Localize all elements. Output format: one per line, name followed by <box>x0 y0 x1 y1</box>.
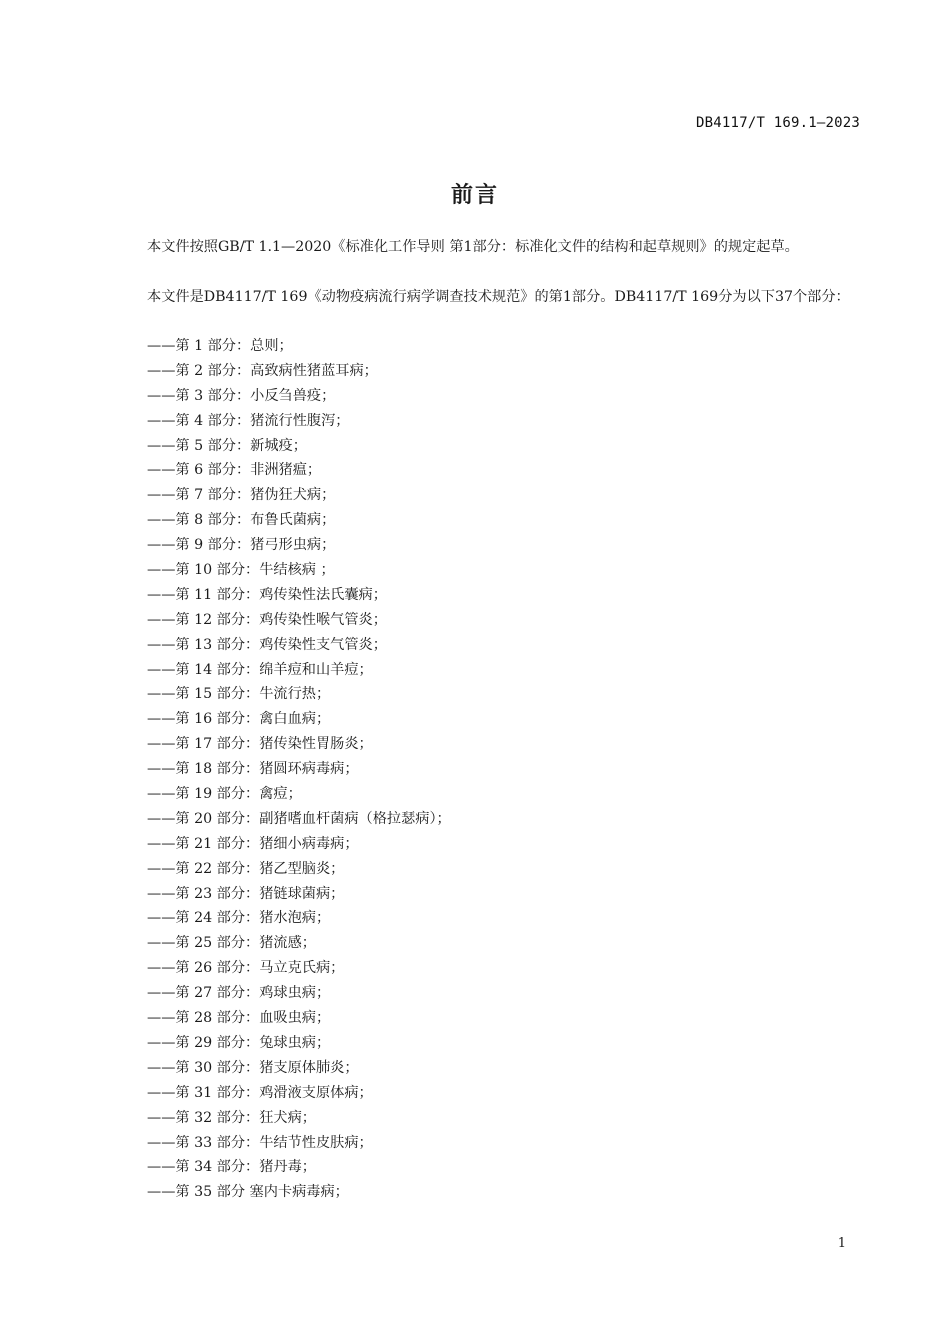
list-item: ——第 15 部分：牛流行热； <box>147 686 331 703</box>
list-item: ——第 17 部分：猪传染性胃肠炎； <box>147 736 373 753</box>
list-item: ——第 29 部分：兔球虫病； <box>147 1034 331 1051</box>
list-item: ——第 4 部分：猪流行性腹泻； <box>147 412 350 429</box>
list-item: ——第 6 部分：非洲猪瘟； <box>147 462 322 479</box>
list-item: ——第 8 部分：布鲁氏菌病； <box>147 512 336 529</box>
list-item: ——第 25 部分：猪流感； <box>147 935 316 952</box>
list-item: ——第 22 部分：猪乙型脑炎； <box>147 860 345 877</box>
list-item: ——第 32 部分：狂犬病； <box>147 1109 316 1126</box>
list-item: ——第 28 部分：血吸虫病； <box>147 1010 331 1027</box>
page-number: 1 <box>837 1236 846 1251</box>
list-item: ——第 18 部分：猪圆环病毒病； <box>147 761 359 778</box>
list-item: ——第 35 部分 塞内卡病毒病； <box>147 1184 349 1201</box>
list-item: ——第 14 部分：绵羊痘和山羊痘； <box>147 661 373 678</box>
intro-paragraph-2: 本文件是DB4117/T 169《动物疫病流行病学调查技术规范》的第1部分。DB4117/T 169分为以下37个部分： <box>147 289 850 305</box>
parts-list <box>147 334 451 1205</box>
list-item: ——第 30 部分：猪支原体肺炎； <box>147 1059 359 1076</box>
list-item: ——第 21 部分：猪细小病毒病； <box>147 835 359 852</box>
document-code: DB4117/T 169.1—2023 <box>696 115 860 131</box>
list-item: ——第 34 部分：猪丹毒； <box>147 1159 316 1176</box>
list-item: ——第 10 部分：牛结核病 ； <box>147 562 335 579</box>
list-item: ——第 2 部分：高致病性猪蓝耳病； <box>147 362 378 379</box>
list-item: ——第 23 部分：猪链球菌病； <box>147 885 345 902</box>
page-title: 前言 <box>450 183 499 208</box>
list-item: ——第 19 部分：禽痘； <box>147 786 302 803</box>
list-item: ——第 13 部分：鸡传染性支气管炎； <box>147 636 387 653</box>
list-item: ——第 31 部分：鸡滑液支原体病； <box>147 1084 373 1101</box>
list-item: ——第 1 部分：总则； <box>147 338 293 354</box>
list-item: ——第 12 部分：鸡传染性喉气管炎； <box>147 611 387 628</box>
list-item: ——第 5 部分：新城疫； <box>147 437 307 454</box>
list-item: ——第 7 部分：猪伪狂犬病； <box>147 487 336 504</box>
list-item: ——第 33 部分：牛结节性皮肤病； <box>147 1134 373 1151</box>
list-item: ——第 24 部分：猪水泡病； <box>147 910 331 927</box>
list-item: ——第 27 部分：鸡球虫病； <box>147 985 331 1002</box>
list-item: ——第 3 部分：小反刍兽疫； <box>147 387 336 404</box>
list-item: ——第 20 部分：副猪嗜血杆菌病（格拉瑟病）； <box>147 810 451 827</box>
list-item: ——第 16 部分：禽白血病； <box>147 711 331 728</box>
list-item: ——第 11 部分：鸡传染性法氏囊病； <box>147 586 387 603</box>
intro-paragraph-1: 本文件按照GB/T 1.1—2020《标准化工作导则 第1部分：标准化文件的结构和起草规则》的规定起草。 <box>147 239 799 255</box>
list-item: ——第 9 部分：猪弓形虫病； <box>147 537 336 554</box>
list-item: ——第 26 部分：马立克氏病； <box>147 960 345 977</box>
